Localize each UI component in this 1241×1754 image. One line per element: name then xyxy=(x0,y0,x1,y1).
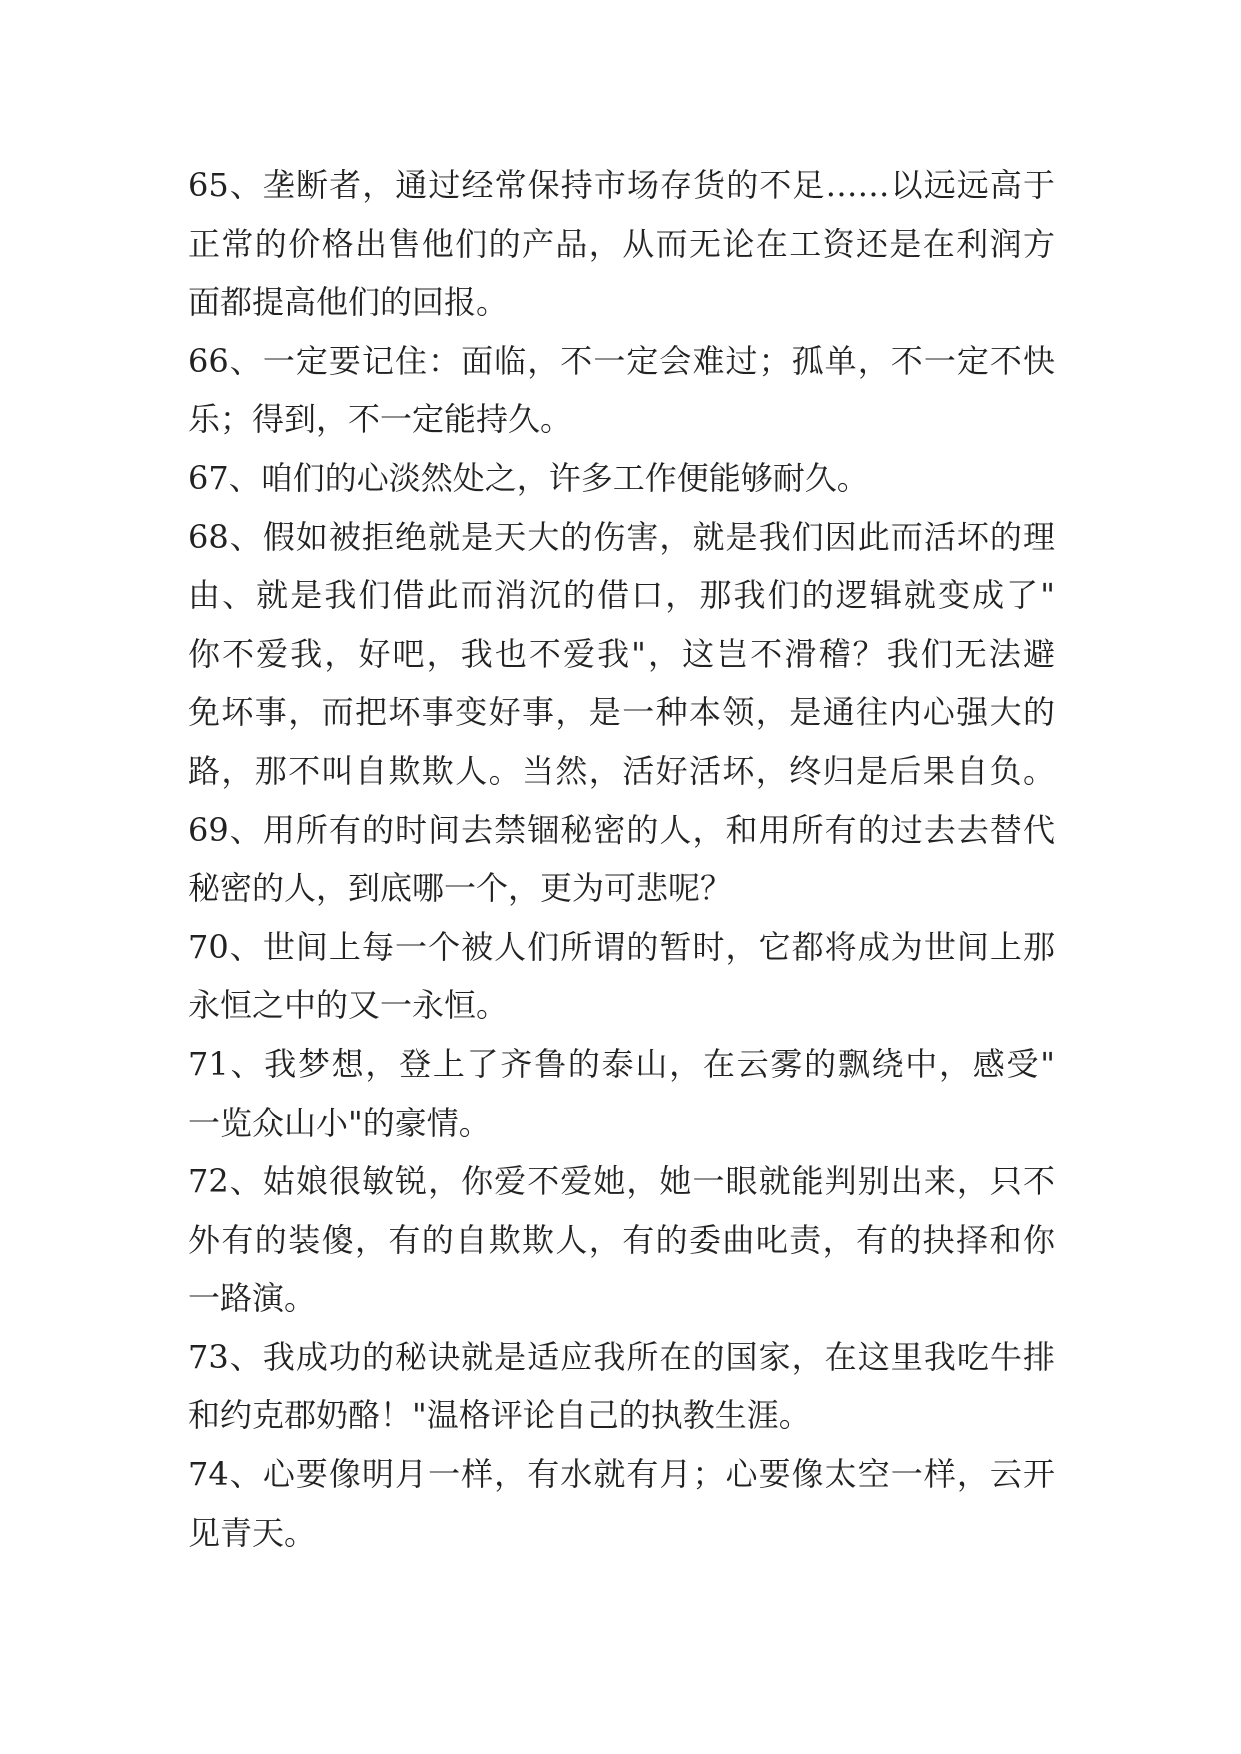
text-line: 见青天。 xyxy=(188,1513,317,1552)
text-line: 由、就是我们借此而消沉的借口，那我们的逻辑就变成了" xyxy=(188,576,1055,615)
paragraph-68 xyxy=(188,508,1055,801)
text-line: 74、心要像明月一样，有水就有月；心要像太空一样，云开 xyxy=(188,1455,1055,1494)
paragraph-65 xyxy=(188,156,1055,332)
paragraph-66 xyxy=(188,332,1055,449)
text-line: 72、姑娘很敏锐，你爱不爱她，她一眼就能判别出来，只不 xyxy=(188,1162,1055,1201)
text-line: 秘密的人，到底哪一个，更为可悲呢？ xyxy=(188,869,733,908)
text-line: 和约克郡奶酪！"温格评论自己的执教生涯。 xyxy=(188,1396,811,1435)
text-line: 免坏事，而把坏事变好事，是一种本领，是通往内心强大的 xyxy=(188,693,1055,732)
text-line: 70、世间上每一个被人们所谓的暂时，它都将成为世间上那 xyxy=(188,927,1055,966)
text-line: 67、咱们的心淡然处之，许多工作便能够耐久。 xyxy=(188,458,869,497)
text-line: 路，那不叫自欺欺人。当然，活好活坏，终归是后果自负。 xyxy=(188,751,1055,790)
paragraph-69 xyxy=(188,801,1055,918)
paragraph-73 xyxy=(188,1328,1055,1445)
text-line: 66、一定要记住：面临，不一定会难过；孤单，不一定不快 xyxy=(188,341,1055,380)
text-line: 乐；得到，不一定能持久。 xyxy=(188,400,573,439)
paragraph-70 xyxy=(188,918,1055,1035)
document-page xyxy=(188,156,1055,1562)
text-line: 正常的价格出售他们的产品，从而无论在工资还是在利润方 xyxy=(188,224,1055,263)
text-line: 71、我梦想，登上了齐鲁的泰山，在云雾的飘绕中，感受" xyxy=(188,1044,1055,1083)
paragraph-67 xyxy=(188,449,1055,508)
text-line: 你不爱我，好吧，我也不爱我"，这岂不滑稽？我们无法避 xyxy=(188,634,1055,673)
text-line: 面都提高他们的回报。 xyxy=(188,283,509,322)
text-line: 永恒之中的又一永恒。 xyxy=(188,986,509,1025)
text-line: 一览众山小"的豪情。 xyxy=(188,1103,491,1142)
text-line: 外有的装傻，有的自欺欺人，有的委曲叱责，有的抉择和你 xyxy=(188,1220,1055,1259)
text-line: 65、垄断者，通过经常保持市场存货的不足……以远远高于 xyxy=(188,166,1055,204)
text-line: 69、用所有的时间去禁锢秘密的人，和用所有的过去去替代 xyxy=(188,810,1055,849)
paragraph-74 xyxy=(188,1445,1055,1562)
text-line: 68、假如被拒绝就是天大的伤害，就是我们因此而活坏的理 xyxy=(188,517,1055,556)
text-line: 73、我成功的秘诀就是适应我所在的国家，在这里我吃牛排 xyxy=(188,1337,1055,1376)
paragraph-71 xyxy=(188,1035,1055,1152)
paragraph-72 xyxy=(188,1152,1055,1328)
text-line: 一路演。 xyxy=(188,1279,317,1318)
